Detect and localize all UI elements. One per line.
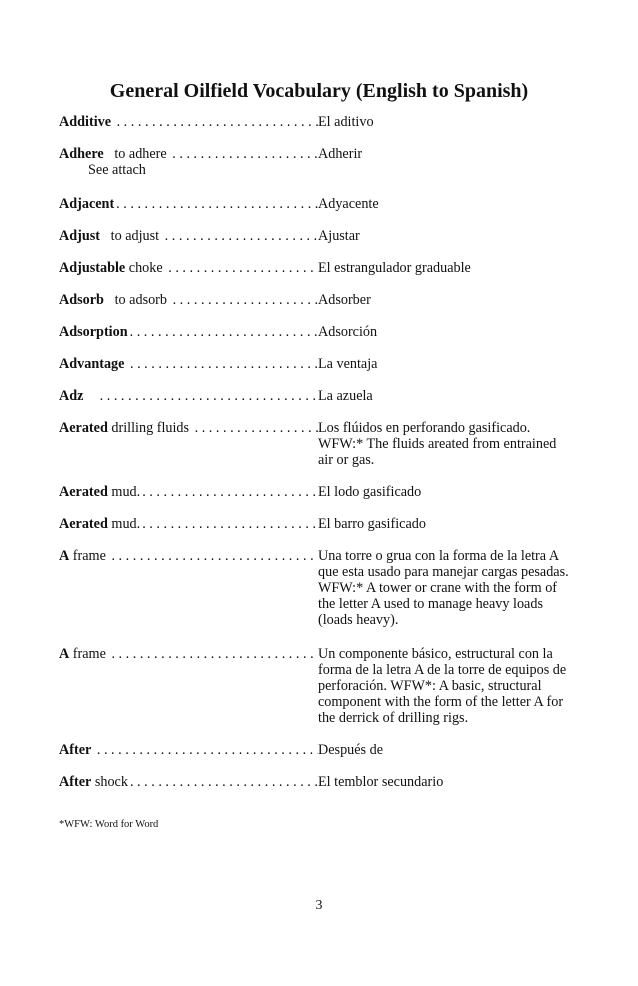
entry-qualifier: mud. bbox=[107, 516, 141, 532]
translation-line: WFW:* The fluids areated from entrained bbox=[318, 436, 557, 452]
dot-leader bbox=[195, 420, 318, 436]
entry-english bbox=[59, 646, 318, 662]
vocabulary-entry bbox=[59, 146, 619, 178]
translation-line: forma de la letra A de la torre de equipos de bbox=[318, 662, 567, 678]
dot-leader bbox=[165, 228, 318, 244]
entry-english bbox=[59, 548, 318, 564]
entry-spanish bbox=[318, 388, 578, 404]
vocabulary-entry bbox=[59, 324, 619, 340]
translation-line: perforación. WFW*: A basic, structural bbox=[318, 678, 542, 694]
dot-leader bbox=[97, 742, 318, 758]
vocabulary-entry bbox=[59, 420, 619, 468]
entry-term: Adjust bbox=[59, 228, 100, 244]
entry-term: A bbox=[59, 548, 70, 564]
entry-english bbox=[59, 484, 318, 500]
entry-term: Adjacent bbox=[59, 196, 115, 212]
entry-spanish bbox=[318, 260, 578, 276]
entry-term: Aerated bbox=[59, 484, 108, 500]
entry-english bbox=[59, 114, 318, 130]
entry-term: Adjustable bbox=[59, 260, 126, 276]
entry-qualifier bbox=[111, 114, 115, 130]
entry-english bbox=[59, 324, 318, 340]
entry-qualifier: drilling fluids bbox=[107, 420, 193, 436]
translation-line: El barro gasificado bbox=[318, 516, 426, 532]
dot-leader bbox=[111, 646, 318, 662]
vocabulary-entry bbox=[59, 484, 619, 500]
entry-english bbox=[59, 516, 318, 532]
vocabulary-entry bbox=[59, 228, 619, 244]
entry-qualifier: to adhere bbox=[103, 146, 171, 162]
entry-spanish bbox=[318, 228, 578, 244]
dot-leader bbox=[130, 774, 318, 790]
translation-line: Después de bbox=[318, 742, 384, 758]
entry-spanish bbox=[318, 420, 578, 468]
vocabulary-entry bbox=[59, 774, 619, 790]
dot-leader bbox=[117, 114, 318, 130]
entry-english bbox=[59, 260, 318, 276]
entry-spanish bbox=[318, 356, 578, 372]
vocabulary-entry bbox=[59, 742, 619, 758]
entry-term: Adz bbox=[59, 388, 84, 404]
entry-english bbox=[59, 292, 318, 308]
entry-spanish bbox=[318, 548, 578, 628]
entry-term: After bbox=[59, 742, 92, 758]
entry-qualifier: choke bbox=[125, 260, 167, 276]
translation-line: La azuela bbox=[318, 388, 373, 404]
vocabulary-entry bbox=[59, 114, 619, 130]
dot-leader bbox=[173, 292, 318, 308]
dot-leader bbox=[130, 324, 318, 340]
translation-line: Adsorción bbox=[318, 324, 378, 340]
translation-line: Un componente básico, estructural con la bbox=[318, 646, 553, 662]
dot-leader bbox=[111, 548, 318, 564]
vocabulary-entry bbox=[59, 548, 619, 628]
entry-english bbox=[59, 742, 318, 758]
vocabulary-entry bbox=[59, 260, 619, 276]
translation-line: air or gas. bbox=[318, 452, 375, 468]
entry-qualifier: frame bbox=[69, 548, 110, 564]
entry-spanish bbox=[318, 324, 578, 340]
translation-line: Adsorber bbox=[318, 292, 371, 308]
translation-line: El temblor secundario bbox=[318, 774, 444, 790]
cross-reference: See attach bbox=[88, 162, 146, 178]
entry-spanish bbox=[318, 742, 578, 758]
translation-line: El estrangulador graduable bbox=[318, 260, 471, 276]
translation-line: Adherir bbox=[318, 146, 363, 162]
dot-leader bbox=[100, 388, 318, 404]
translation-line: (loads heavy). bbox=[318, 612, 399, 628]
entry-qualifier: mud. bbox=[107, 484, 141, 500]
translation-line: the derrick of drilling rigs. bbox=[318, 710, 469, 726]
entry-spanish bbox=[318, 484, 578, 500]
entry-english bbox=[59, 774, 318, 790]
entry-english bbox=[59, 196, 318, 212]
entry-term: Aerated bbox=[59, 420, 108, 436]
translation-line: WFW:* A tower or crane with the form of bbox=[318, 580, 558, 596]
translation-line: Ajustar bbox=[318, 228, 360, 244]
page-number: 3 bbox=[315, 898, 323, 913]
footnote: *WFW: Word for Word bbox=[59, 819, 159, 830]
translation-line: El aditivo bbox=[318, 114, 374, 130]
entry-qualifier: shock bbox=[91, 774, 128, 790]
dot-leader bbox=[142, 484, 318, 500]
vocabulary-entry bbox=[59, 646, 619, 726]
vocabulary-entry bbox=[59, 516, 619, 532]
entry-term: Advantage bbox=[59, 356, 125, 372]
entry-english bbox=[59, 356, 318, 372]
entry-spanish bbox=[318, 146, 578, 162]
entry-spanish bbox=[318, 114, 578, 130]
translation-line: que esta usado para manejar cargas pesadas. bbox=[318, 564, 569, 580]
entry-qualifier bbox=[124, 356, 128, 372]
dot-leader bbox=[168, 260, 318, 276]
entry-term: Adsorption bbox=[59, 324, 128, 340]
translation-line: Los flúidos en perforando gasificado. bbox=[318, 420, 531, 436]
entry-spanish bbox=[318, 292, 578, 308]
translation-line: Una torre o grua con la forma de la letra A bbox=[318, 548, 560, 564]
entry-english bbox=[59, 388, 318, 404]
translation-line: El lodo gasificado bbox=[318, 484, 422, 500]
entry-term: A bbox=[59, 646, 70, 662]
page-title: General Oilfield Vocabulary (English to Spanish) bbox=[109, 80, 529, 102]
entry-english bbox=[59, 420, 318, 436]
entry-spanish bbox=[318, 516, 578, 532]
vocabulary-entry bbox=[59, 196, 619, 212]
entry-term: Adsorb bbox=[59, 292, 104, 308]
entry-term: Aerated bbox=[59, 516, 108, 532]
dot-leader bbox=[116, 196, 318, 212]
dot-leader bbox=[130, 356, 318, 372]
vocabulary-entry bbox=[59, 356, 619, 372]
translation-line: Adyacente bbox=[318, 196, 379, 212]
vocabulary-entry bbox=[59, 292, 619, 308]
translation-line: La ventaja bbox=[318, 356, 378, 372]
dot-leader bbox=[142, 516, 318, 532]
translation-line: the letter A used to manage heavy loads bbox=[318, 596, 543, 612]
entry-spanish bbox=[318, 196, 578, 212]
vocabulary-entry bbox=[59, 388, 619, 404]
entry-english bbox=[59, 228, 318, 244]
entry-spanish bbox=[318, 774, 578, 790]
entry-english bbox=[59, 146, 318, 162]
entry-qualifier: to adjust bbox=[100, 228, 163, 244]
entry-qualifier: frame bbox=[69, 646, 110, 662]
entry-qualifier bbox=[91, 742, 95, 758]
translation-line: component with the form of the letter A for bbox=[318, 694, 564, 710]
dot-leader bbox=[172, 146, 318, 162]
entry-term: Additive bbox=[59, 114, 112, 130]
entry-spanish bbox=[318, 646, 578, 726]
entry-term: Adhere bbox=[59, 146, 104, 162]
entry-qualifier: to adsorb bbox=[103, 292, 171, 308]
entry-qualifier bbox=[83, 388, 97, 404]
entry-term: After bbox=[59, 774, 92, 790]
